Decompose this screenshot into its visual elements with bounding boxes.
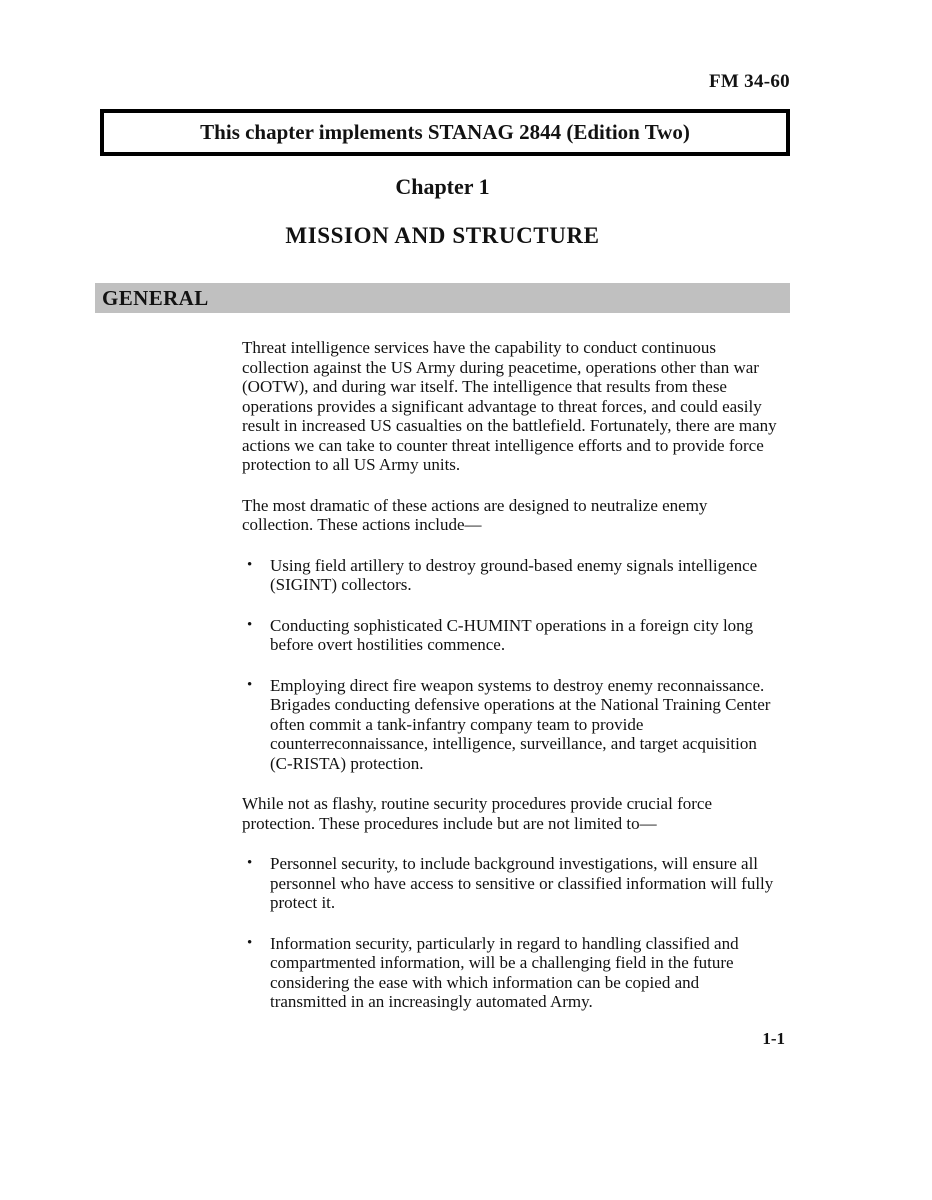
- paragraph: While not as flashy, routine security procedures provide crucial force protection. These procedures include but are not limited to—: [242, 794, 712, 833]
- chapter-title: MISSION AND STRUCTURE: [285, 223, 600, 248]
- body-content: [242, 338, 779, 1033]
- paragraph: Threat intelligence services have the capability to conduct continuous collection against the US Army during peacetime, operations other than war (OOTW), and during war itself. The intelligence that results from these operations provides a significant advantage to threat forces, and could easily result in increased US casualties on the battlefield. Fortunately, there are many actions we can take to counter threat intelligence efforts and to provide force protection to all US Army units.: [242, 338, 777, 474]
- section-heading-bar: [95, 283, 790, 313]
- bullet-icon: •: [247, 676, 253, 693]
- bullet-icon: •: [247, 855, 253, 871]
- bullet-icon: •: [247, 616, 253, 633]
- list-item-text: Personnel security, to include background investigations, will ensure all personnel who have access to sensitive or classified information will fully protect it.: [270, 854, 774, 912]
- document-reference: FM 34-60: [708, 71, 790, 92]
- list-item-text: Employing direct fire weapon systems to destroy enemy reconnaissance. Brigades conducting defensive operations at the National Training Center often commit a tank-infantry company team to provide counterreconnaissance, intelligence, surveillance, and target acquisition (C-RISTA) protection.: [270, 675, 771, 773]
- list-item: [242, 556, 779, 595]
- stanag-banner-box: [100, 109, 790, 156]
- page-number: 1-1: [762, 1029, 785, 1048]
- list-item-text: Using field artillery to destroy ground-based enemy signals intelligence (SIGINT) collectors.: [270, 555, 758, 594]
- paragraph: The most dramatic of these actions are designed to neutralize enemy collection. These actions include—: [242, 495, 708, 534]
- section-heading: GENERAL: [102, 285, 209, 310]
- bullet-icon: •: [247, 556, 253, 573]
- list-item-text: Information security, particularly in regard to handling classified and compartmented information, will be a challenging field in the future considering the ease with which information can be copied and transmitted in an increasingly automated Army.: [270, 933, 739, 1011]
- list-item-text: Conducting sophisticated C-HUMINT operations in a foreign city long before overt hostilities commence.: [270, 615, 754, 654]
- list-item: [242, 934, 779, 1012]
- list-item: [242, 616, 779, 655]
- bullet-icon: •: [247, 934, 253, 951]
- list-item: [242, 854, 779, 913]
- list-item: [242, 676, 779, 774]
- chapter-label: Chapter 1: [395, 174, 490, 199]
- stanag-banner-text: This chapter implements STANAG 2844 (Edition Two): [200, 120, 690, 144]
